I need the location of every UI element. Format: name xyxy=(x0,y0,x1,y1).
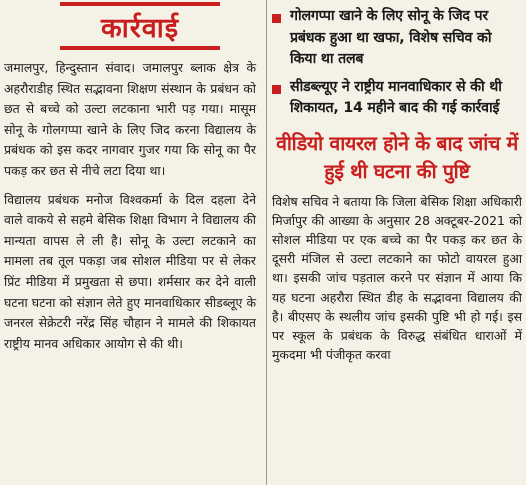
section-title: कार्रवाई xyxy=(100,12,180,44)
highlight-bullet-1 xyxy=(272,6,522,71)
column-divider xyxy=(266,0,267,485)
square-bullet-icon xyxy=(272,14,281,23)
left-column xyxy=(0,0,262,485)
article-body: विशेष सचिव ने बताया कि जिला बेसिक शिक्षा अधिकारी मिर्जापुर की आख्या के अनुसार 28 अक्टूबर-2021 को सोशल मीडिया पर एक बच्चे का पैर पकड़ कर छत के दूसरी मंजिल से उल्टा लटकाने का फोटो वायरल हुआ था। इसकी जांच पड़ताल करने पर संज्ञान में आया कि यह घटना अहरौरा स्थित डीह के सद्भावना विद्यालय की है। बीएसए के स्थलीय जांच इसकी पुष्टि भी हो गई। इस पर स्कूल के प्रबंधक के विरुद्ध संबंधित धाराओं में मुकदमा भी पंजीकृत करवा xyxy=(272,193,522,363)
article-paragraph-1: जमालपुर, हिन्दुस्तान संवाद। जमालपुर ब्लाक क्षेत्र के अहरौराडीह स्थित सद्भावना शिक्षण संस्थान के प्रबंधन को छत से बच्चे को उल्टा लटकाना भारी पड़ गया। मासूम सोनू के गोलगप्पा खाने के लिए जिद करना विद्यालय के प्रबंधक को इस कदर नागवार गुजर गया कि सोनू का पैर पकड़ कर छत से नीचे लटा दिया था। xyxy=(4,60,256,178)
bullet-text: गोलगप्पा खाने के लिए सोनू के जिद पर प्रबंधक हुआ था खफा, विशेष सचिव को किया था तलब xyxy=(290,8,492,67)
highlight-bullet-2 xyxy=(272,77,522,120)
square-bullet-icon xyxy=(272,85,281,94)
right-column xyxy=(272,0,522,485)
subheadline: वीडियो वायरल होने के बाद जांच में हुई थी घटना की पुष्टि xyxy=(276,131,518,183)
section-masthead xyxy=(60,2,220,50)
article-paragraph-2: विद्यालय प्रबंधक मनोज विश्वकर्मा के दिल दहला देने वाले वाकये से सहमे बेसिक शिक्षा विभाग ने विद्यालय की मान्यता वापस ले ली है। सोनू के उल्टा लटकाने का मामला तब तूल पकड़ा जब सोशल मीडिया पर से लेकर प्रिंट मीडिया में प्रमुखता से छपा। शर्मसार कर देने वाली घटना घटना को संज्ञान लेते हुए मानवाधिकार सीडब्लूए के जनरल सेक्रेटरी नरेंद्र सिंह चौहान ने मामले की शिकायत राष्ट्रीय मानव अधिकार आयोग से की थी। xyxy=(4,191,256,351)
bullet-text: सीडब्ल्यूए ने राष्ट्रीय मानवाधिकार से की थी शिकायत, 14 महीने बाद की गई कार्रवाई xyxy=(290,78,502,116)
